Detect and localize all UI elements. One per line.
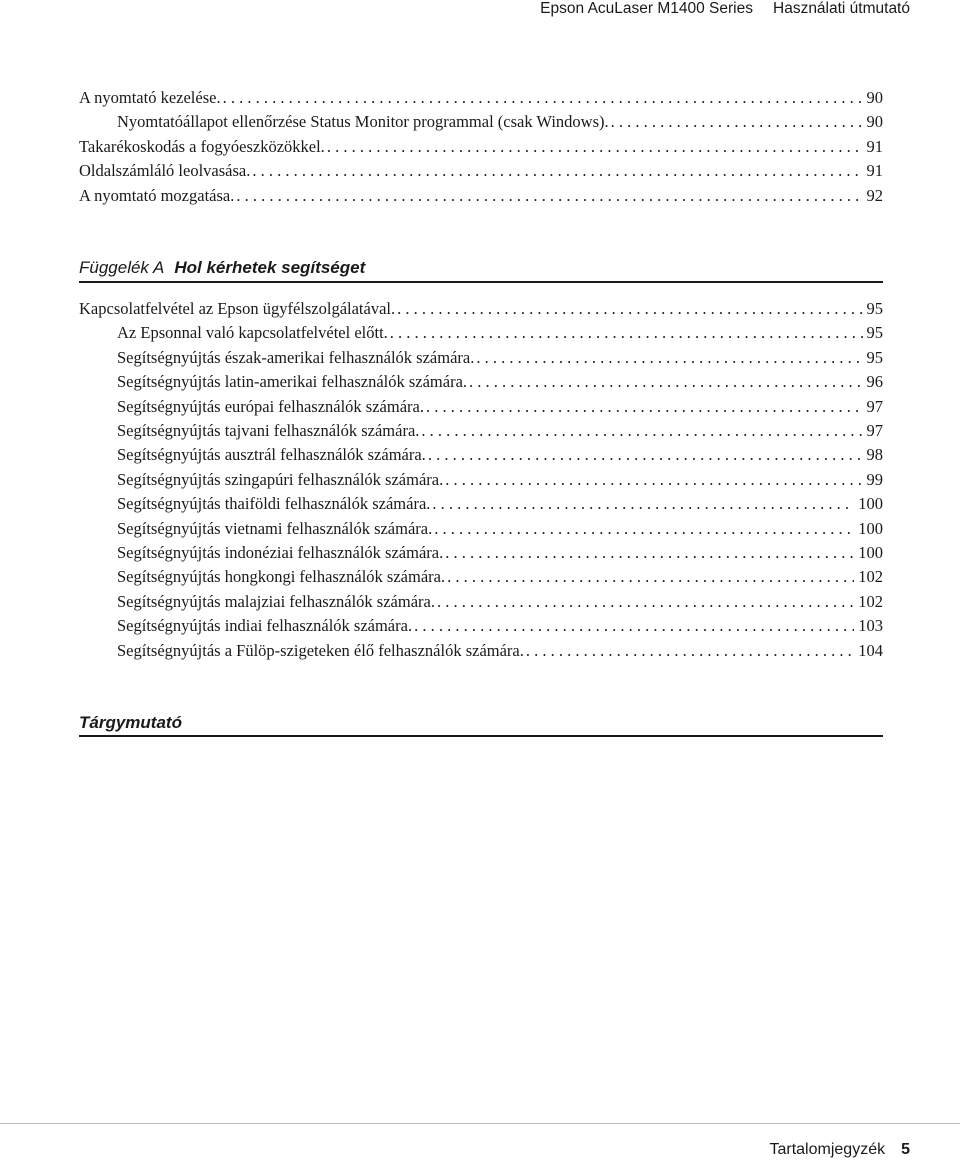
toc-entry[interactable] xyxy=(117,395,883,419)
toc-dot-leader xyxy=(430,492,854,516)
toc-entry-page: 97 xyxy=(866,396,883,416)
toc-dot-leader xyxy=(432,517,854,541)
toc-entry-page: 90 xyxy=(866,112,883,132)
toc-dot-leader xyxy=(419,419,862,443)
toc-entry-label: Segítségnyújtás európai felhasználók számára. xyxy=(117,396,424,416)
toc-dot-leader xyxy=(467,370,862,394)
appendix-prefix: Függelék A xyxy=(79,258,165,277)
toc-entry[interactable] xyxy=(117,590,883,614)
toc-dot-leader xyxy=(443,468,862,492)
footer-rule xyxy=(0,1123,960,1124)
toc-entry-label: Nyomtatóállapot ellenőrzése Status Monitor programmal (csak Windows). xyxy=(117,112,609,132)
toc-entry-page: 95 xyxy=(866,347,883,367)
toc-entry-page: 102 xyxy=(858,591,883,611)
toc-entry-page: 91 xyxy=(866,136,883,156)
toc-dot-leader xyxy=(221,86,863,110)
toc-dot-leader xyxy=(424,395,863,419)
toc-entry-label: A nyomtató kezelése. xyxy=(79,88,221,107)
toc-dot-leader xyxy=(609,110,863,134)
toc-entry-page: 95 xyxy=(866,323,883,343)
toc-entry-label: Oldalszámláló leolvasása. xyxy=(79,161,251,181)
appendix-rule xyxy=(79,281,883,283)
toc-entry-label: Segítségnyújtás thaiföldi felhasználók számára. xyxy=(117,494,431,514)
toc-entry[interactable] xyxy=(117,541,883,565)
toc-entry-label: Segítségnyújtás tajvani felhasználók számára. xyxy=(117,421,420,440)
toc-entry-page: 90 xyxy=(866,88,883,107)
header-text xyxy=(540,0,910,18)
toc-entry-label: A nyomtató mozgatása. xyxy=(79,185,235,205)
toc-dot-leader xyxy=(325,135,863,159)
toc-entry[interactable] xyxy=(79,184,883,208)
appendix-heading[interactable] xyxy=(79,256,883,280)
toc-entry[interactable] xyxy=(117,443,883,467)
header-product: Epson AcuLaser M1400 Series xyxy=(540,0,753,17)
toc-entry-label: Segítségnyújtás indiai felhasználók számára. xyxy=(117,616,413,636)
appendix-title: Hol kérhetek segítséget xyxy=(174,258,366,277)
index-rule xyxy=(79,735,883,737)
toc-entry[interactable] xyxy=(117,614,883,638)
toc-entry-label: Az Epsonnal való kapcsolatfelvétel előtt. xyxy=(117,323,388,343)
toc-entry-label: Segítségnyújtás hongkongi felhasználók számára. xyxy=(117,567,446,587)
toc-entry-label: Segítségnyújtás indonéziai felhasználók számára. xyxy=(117,543,444,562)
toc-entry-label: Segítségnyújtás latin-amerikai felhasználók számára. xyxy=(117,372,468,392)
toc-entry-page: 91 xyxy=(866,161,883,181)
toc-entry-label: Takarékoskodás a fogyóeszközökkel. xyxy=(79,136,325,156)
toc-entry[interactable] xyxy=(117,346,883,370)
page-header xyxy=(0,0,960,24)
toc-entry-page: 99 xyxy=(866,469,883,489)
toc-entry[interactable] xyxy=(117,110,883,134)
toc-entry-page: 97 xyxy=(866,421,883,440)
toc-dot-leader xyxy=(234,184,862,208)
toc-entry[interactable] xyxy=(79,159,883,183)
toc-dot-leader xyxy=(395,297,862,321)
toc-entry-page: 98 xyxy=(866,445,883,465)
toc-entry[interactable] xyxy=(117,517,883,541)
toc-entry-label: Segítségnyújtás szingapúri felhasználók számára. xyxy=(117,469,444,489)
toc-entry-page: 100 xyxy=(858,543,883,562)
toc-entry-label: Kapcsolatfelvétel az Epson ügyfélszolgálatával. xyxy=(79,299,396,318)
toc-entry[interactable] xyxy=(117,565,883,589)
toc-dot-leader xyxy=(426,443,863,467)
toc-entry-page: 100 xyxy=(858,494,883,514)
toc-entry-page: 96 xyxy=(866,372,883,392)
toc-dot-leader xyxy=(250,159,862,183)
toc-dot-leader xyxy=(412,614,854,638)
toc-entry[interactable] xyxy=(79,135,883,159)
toc-entry[interactable] xyxy=(117,419,883,443)
toc-entry-label: Segítségnyújtás vietnami felhasználók számára. xyxy=(117,518,433,538)
toc-entry[interactable] xyxy=(79,297,883,321)
toc-entry-label: Segítségnyújtás ausztrál felhasználók számára. xyxy=(117,445,426,465)
page-footer xyxy=(769,1141,910,1159)
toc-entry-label: Segítségnyújtás a Fülöp-szigeteken élő felhasználók számára. xyxy=(117,640,524,660)
toc-entry-page: 100 xyxy=(858,518,883,538)
toc-entry-label: Segítségnyújtás észak-amerikai felhasználók számára. xyxy=(117,347,475,367)
header-doc-type: Használati útmutató xyxy=(773,0,910,17)
toc-dot-leader xyxy=(435,590,854,614)
toc-dot-leader xyxy=(443,541,854,565)
toc-entry[interactable] xyxy=(117,492,883,516)
toc-dot-leader xyxy=(445,565,854,589)
toc-dot-leader xyxy=(524,639,854,663)
toc-entry[interactable] xyxy=(117,321,883,345)
toc-entry[interactable] xyxy=(79,86,883,110)
toc-entry[interactable] xyxy=(117,639,883,663)
footer-section: Tartalomjegyzék xyxy=(769,1141,886,1158)
toc-entry-page: 95 xyxy=(866,299,883,318)
toc-entry-label: Segítségnyújtás malajziai felhasználók számára. xyxy=(117,591,435,611)
toc-entry[interactable] xyxy=(117,468,883,492)
toc-entry-page: 104 xyxy=(858,640,883,660)
index-heading[interactable] xyxy=(79,711,883,735)
index-title: Tárgymutató xyxy=(79,713,182,732)
toc-entry[interactable] xyxy=(117,370,883,394)
toc-entry-page: 92 xyxy=(866,185,883,205)
toc-entry-page: 102 xyxy=(858,567,883,587)
toc-dot-leader xyxy=(388,321,863,345)
footer-page-number: 5 xyxy=(901,1141,910,1158)
toc-dot-leader xyxy=(474,346,862,370)
toc-entry-page: 103 xyxy=(858,616,883,636)
